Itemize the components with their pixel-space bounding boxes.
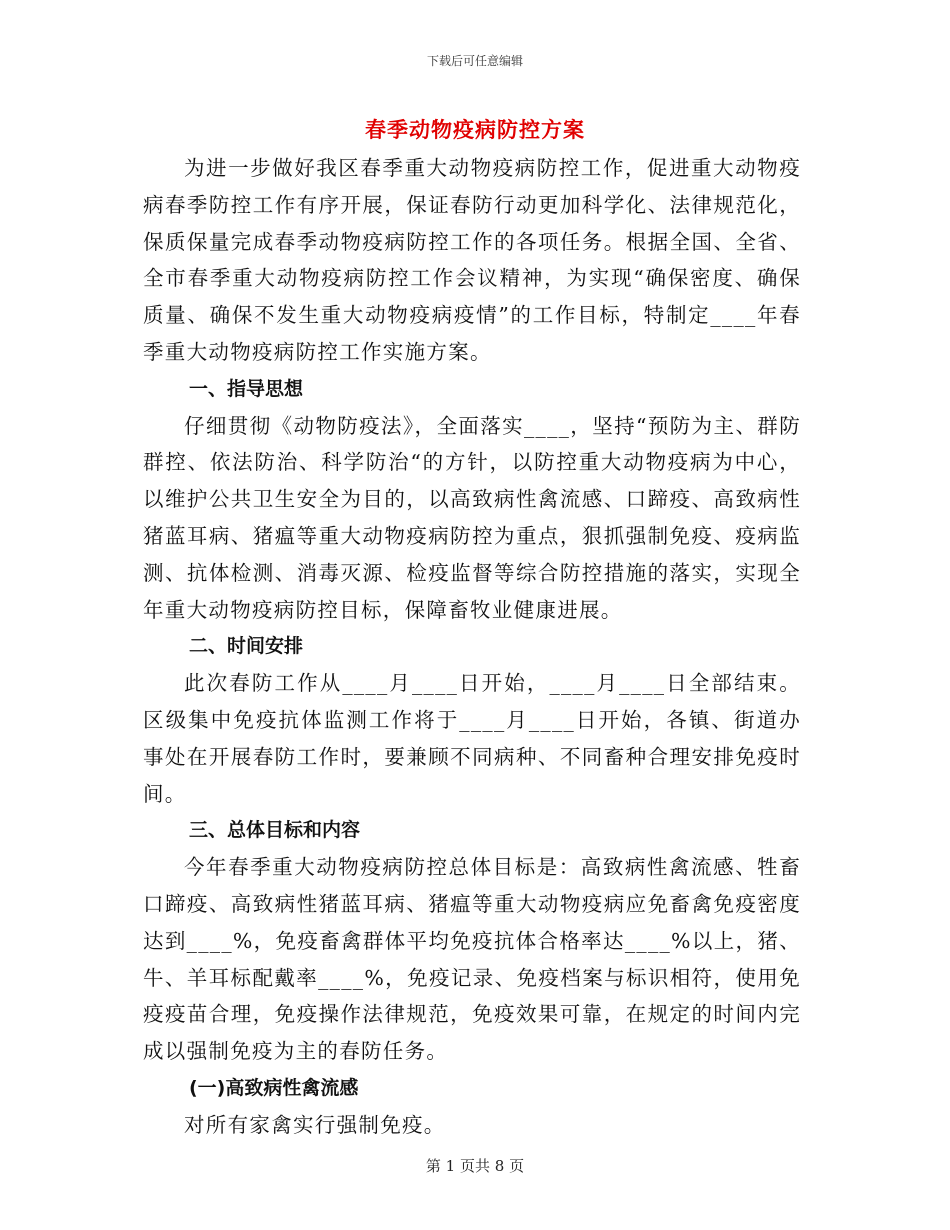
section-heading-schedule: 二、时间安排	[189, 635, 304, 658]
page-footer: 第 1 页共 8 页	[425, 1157, 525, 1175]
section-heading-objectives: 三、总体目标和内容	[189, 819, 361, 842]
section-body-objectives: 今年春季重大动物疫病防控总体目标是：高致病性禽流感、牲畜口蹄疫、高致病性猪蓝耳病、猪瘟等重大动物疫病应免畜禽免疫密度达到____%，免疫畜禽群体平均免疫抗体合格率达____%以上，猪、牛、羊耳标配戴率____%，免疫记录、免疫档案与标识相符，使用免疫疫苗合理，免疫操作法律规范，免疫效果可靠，在规定的时间内完成以强制免疫为主的春防任务。	[143, 855, 801, 1064]
section-heading-guiding-thought: 一、指导思想	[189, 377, 304, 400]
subsection-body-avian-influenza: 对所有家禽实行强制免疫。	[184, 1112, 446, 1137]
section-body-guiding-thought: 仔细贯彻《动物防疫法》，全面落实____，坚持“预防为主、群防群控、依法防治、科学防治“的方针，以防控重大动物疫病为中心，以维护公共卫生安全为目的，以高致病性禽流感、口蹄疫、高致病性猪蓝耳病、猪瘟等重大动物疫病防控为重点，狠抓强制免疫、疫病监测、抗体检测、消毒灭源、检疫监督等综合防控措施的落实，实现全年重大动物疫病防控目标，保障畜牧业健康进展。	[143, 413, 801, 622]
document-title: 春季动物疫病防控方案	[365, 118, 585, 142]
page-header-note: 下载后可任意编辑	[426, 54, 523, 68]
section-body-schedule: 此次春防工作从____月____日开始，____月____日全部结束。区级集中免疫抗体监测工作将于____月____日开始，各镇、街道办事处在开展春防工作时，要兼顾不同病种、不同畜种合理安排免疫时间。	[143, 671, 801, 806]
document-body	[143, 150, 801, 1144]
subsection-heading-avian-influenza: (一)高致病性禽流感	[189, 1076, 359, 1099]
intro-paragraph: 为进一步做好我区春季重大动物疫病防控工作，促进重大动物疫病春季防控工作有序开展，保证春防行动更加科学化、法律规范化，保质保量完成春季动物疫病防控工作的各项任务。根据全国、全省、全市春季重大动物疫病防控工作会议精神，为实现“确保密度、确保质量、确保不发生重大动物疫病疫情”的工作目标，特制定____年春季重大动物疫病防控工作实施方案。	[143, 156, 801, 364]
